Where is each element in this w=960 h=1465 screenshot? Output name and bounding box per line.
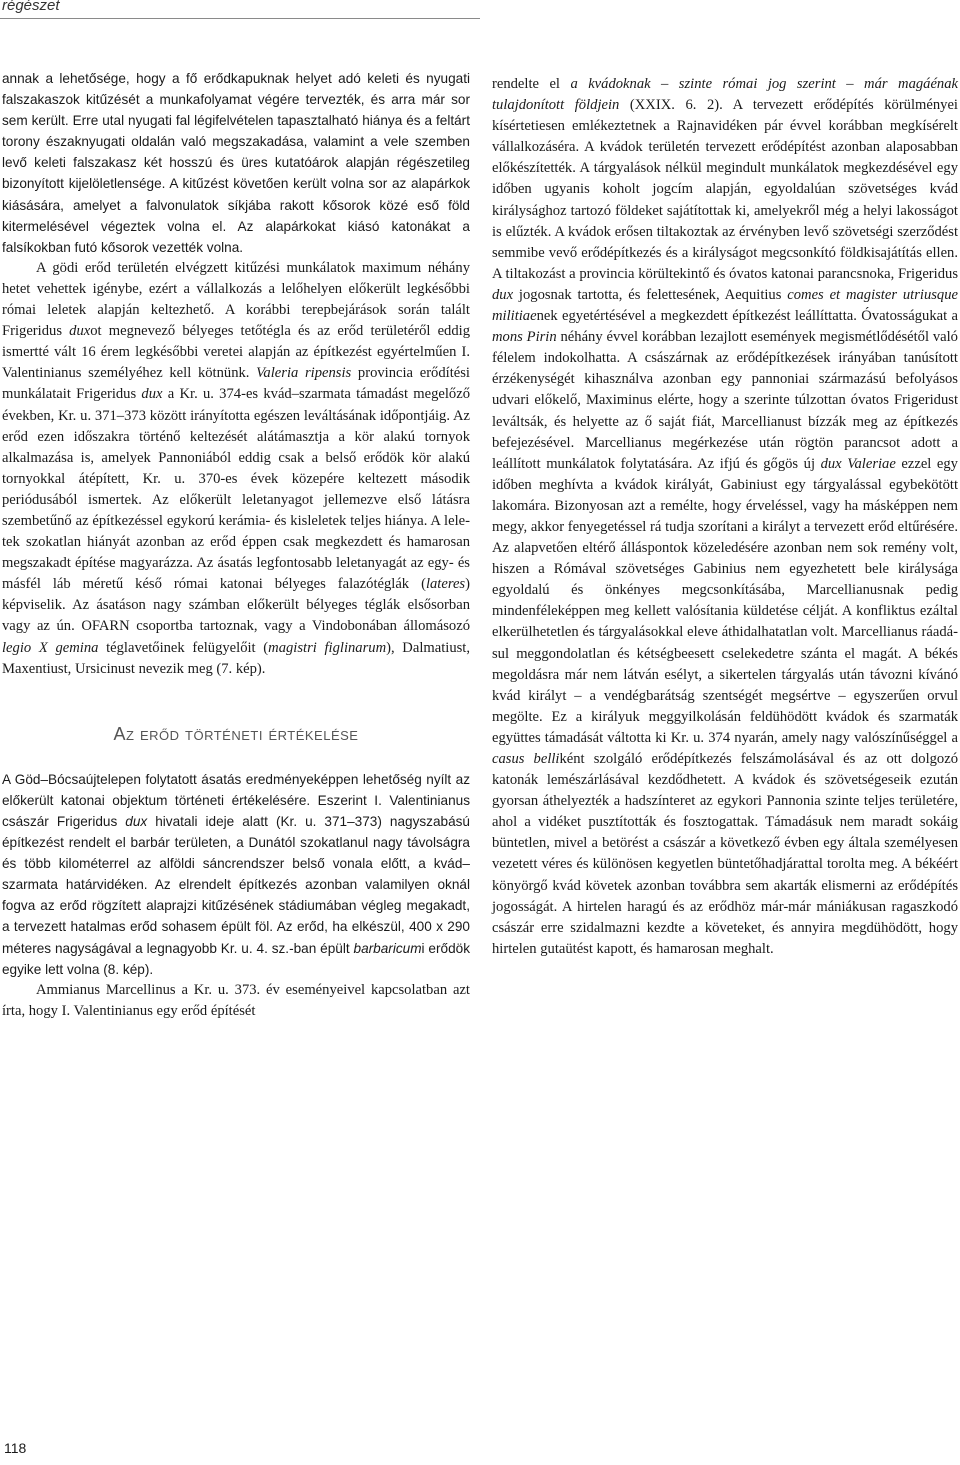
italic-run: lateres xyxy=(425,576,466,593)
italic-run: dux Valeriae xyxy=(820,455,896,472)
italic-run: magistri figlinarum xyxy=(268,639,387,656)
paragraph-4: Ammianus Marcellinus a Kr. u. 373. év eseményeivel kapcsolatban azt írta, hogy I. Valentinianus egy erőd építését xyxy=(2,981,470,1019)
text-run: néhány évvel korábban lezajlott események megismétlődésétől való félelem indokolhatta. A császárnak az erődépítkezések irányában tanúsított érzékenységét kihasználva azonban egy pannoniai származású befolyásos udvari előkelő, Maximinus elérte, hogy a szerinte túlzottan óvatos Frigeridust leváltsák, és helyette az ő saját fiát, Marcellianust bízzák meg az építkezés befejezésével. Marcellianus megérkezése után rögtön parancsot adott a leállított munkálatok folytatására. Az ifjú és gőgös új xyxy=(492,329,958,472)
right-column xyxy=(492,74,958,960)
text-run: téglavetőinek felügyelőit ( xyxy=(98,639,269,656)
page-number: 118 xyxy=(4,1440,27,1456)
text-run: ), Dalmatiust, Maxentiust, Ursicinust nevezik meg (7. kép). xyxy=(2,639,470,677)
paragraph-right xyxy=(492,74,958,960)
text-run: i erődök egyike lett volna (8. kép). xyxy=(2,940,470,977)
italic-run: dux xyxy=(69,323,91,340)
running-header xyxy=(0,0,480,19)
paragraph-1-a: annak a lehetősége, hogy a fő erődkapuknak helyet adó keleti és nyugati falszakaszok kitűzését a munkafolyamat végére tervezték, és arra már sor sem került. Erre utal nyugati fal légifelvételen tapasztalható hiánya és a feltárt torony északnyugati oldalán való megszakadása, valamint a vele szemben levő keleti falszakasz két hosszú és üres kutatóárok alapján régészetileg bizonyított kijelöletlensége. xyxy=(2,71,470,192)
italic-run: mons Pirin xyxy=(492,329,557,346)
italic-run: casus belli xyxy=(492,751,560,767)
text-run: nek egyetértésével a megkezdett építkezést leállíttatta. Óvatosságukat a xyxy=(536,308,958,325)
text-run: (XXIX. 6. 2). A tervezett erődépítés körülményei kísértetiesen emlékeztetnek a Rajnavidéken pár évvel korábban megkísérelt vállalkozáséra. A kvádok területén tervezett erődépítést azonban alaposabban előkészítették. A tárgyalások nélkül megindult munkálatok megkezdésével egy időben ugyanis koholt jogcím alapján, egyoldalúan szövetséges kvád királysághoz tartozó földeket sajátítottak ki, amelyekről még a helyi lakosságot is elűzték. A kvádok erősen tiltakoztak az érvényben levő szövetségi szerződést semmibe vevő erődépítkezés és a királyságot megcsonkító földkisajátítás ellen. A tiltakozást a provincia körültekintő és óvatos katonai parancsnoka, Frigeridus xyxy=(492,97,958,282)
text-run: hivatali ideje alatt (Kr. u. 371–373) nagyszabású építkezést rendelt el barbár területen, a Dunától szokatlanul nagy távolságra és több kilométerrel az alföldi sáncrendszer belső vonala előtt, a kvád–szarmata határvidéken. Az elrendelt építkezés azonban valamilyen oknál fogva az erőd rögzített alaprajzi kitűzésének stádiumában végleg megakadt, a tervezett hatalmas erőd sohasem épült föl. Az erőd, ha elkészül, 400 x 290 méteres nagyságával a legnagyobb Kr. u. 4. sz.-ban épült xyxy=(2,814,470,956)
text-run: ) képviselik. Az ásatáson nagy számban előkerült bélyeges téglák elsősorban vagy az ún. OFARN csoportba tartoznak, vagy a Vindobonában állomásozó xyxy=(2,576,470,635)
text-run: provincia erődítési munkálatait Frigeridus xyxy=(2,365,470,403)
text-run: ként szolgáló erődépítkezés felszámolásával és az ott dolgozó katonák lemészárlásával kezdődhetett. A kvádok és szövetségeseik ezután gyorsan áthelyezték a hadszínteret az egykori Pannonia szinte teljes területére, ahol a vidéket pusztították és fosztogattak. Támadásuk nem maradt sokáig büntetlen, mivel a betörést a császár a következő évben egy általa személyesen vezetett véres és különösen kegyetlen büntetőhadjárattal torolta meg. A békéért könyörgő kvád követek azonban továbbra sem akarták elismerni az erődépítés jogosságát. A hirtelen haragú és az erődhöz már-már mániákusan ragaszkodó császár erre szidalmazni kezdte a követeket, és annyira megdühödött, hogy hirtelen gutaütést kapott, és hamarosan meghalt. xyxy=(492,751,958,957)
italic-run: comes et magister utriusque militiae xyxy=(492,286,958,325)
text-run: ezzel egy időben meghívta a kvádok királyát, Gabiniust egy tárgyalással egybekötött lakomára. Bizonyosan azt a remélte, hogy érveléssel, vagy ha másképpen nem megy, akkor fenyegetéssel rá tudja szorítani a királyt a tervezett erőd eltűrésére. Az alapvetően eltérő álláspontok közeledésére azonban nem sok remény volt, hiszen a Rómával szövetséges Gabinius nem egyezhetett bele királysága egyoldalú és önkényes megcsonkításába, Marcellianusnak pedig mindenféleképpen meg kellett valósítania küldetése célját. A konfliktus ezáltal elkerülhetetlen és tárgyalásokkal eleve áthidalhatatlan volt. Marcellianus ráadásul meggondolatlan és kétségbeesett cselekedetre szánta el magát. A békés megoldásra már nem látván esélyt, a sikertelen tárgyalás után távozni kívánó kvád királyt – a vendégbarátság szentségét megsértve – egyszerűen orvul megölte. Ez a királyuk meggyilkolásán feldühödött kvádok és szarmaták együttes támadását váltotta ki Kr. u. 374 nyarán, amely nagy valószínűséggel a xyxy=(492,455,958,746)
text-run: jogosnak tartotta, és felettesének, Aequitius xyxy=(513,286,788,303)
left-column xyxy=(2,68,470,1022)
italic-run: dux xyxy=(492,286,514,303)
paragraph-1 xyxy=(2,68,470,258)
italic-run: Valeria ripensis xyxy=(256,365,352,382)
paragraph-3 xyxy=(2,769,470,980)
text-run: A gödi erőd területén elvégzett kitűzési munkálatok maximum néhány hetet vehettek igénybe, ezért a vállalkozás a lelőhelyen előkerült legkésőbbi római leletek alapján keltezhető. A korábbi terepbejárások során talált Frigeridus xyxy=(2,259,470,340)
section-heading: Az erőd történeti értékelése xyxy=(113,723,359,744)
header-title: régészet xyxy=(2,0,60,14)
italic-run: barbaricum xyxy=(353,940,422,956)
text-run: rendelte el xyxy=(492,76,571,92)
italic-run: dux xyxy=(141,386,163,403)
text-run: A Göd–Bócsaújtelepen folytatott ásatás eredményeképpen lehetőség nyílt az előkerült katonai objektum történeti értékelésére. Eszerint I. Valentinianus császár Frigeridus xyxy=(2,771,470,829)
italic-run: dux xyxy=(125,814,148,829)
text-run: a Kr. u. 374-es kvád–szarmata támadást megelőző években, Kr. u. 371–373 között irányította egészen leváltásának időpontjáig. Az erőd ezen időszakra történő keltezését alátámasztja a kör alakú tornyok alkalmazása is, amelyek Pannoniából eddig csak a belső erődök kör alakú tornyokkal átépített, Kr. u. 370-es évek közepére keltezett második periódusából ismertek. Az előkerült leletanyagot jellemezve első látásra szembetűnő az építkezéssel egykorú kerámia- és kisleletek teljes hiánya. A leletek szokatlan hiányát azonban az erőd éppen csak megkezdett és hamarosan megszakadt építése magyarázza. Az ásatás legfontosabb leletanyagát az egy- és másfél láb méretű késő római katonai bélyeges falazótéglák ( xyxy=(2,386,470,593)
italic-run: a kvádoknak – szinte római jog szerint – már magáénak tulajdonított földjein xyxy=(492,76,959,114)
paragraph-1-b: A kitűzést követően került volna sor az alapárkok kiásására, amelyet a falvonulatok síkjába rakott kősorok közé eső föld kitermelésével végeztek volna el. Az alapárkokat kiásó katonákat a falsíkokban futó kősorok vezették volna. xyxy=(2,176,470,255)
paragraph-2 xyxy=(2,258,470,680)
text-run: ot megnevező bélyeges tetőtégla és az erőd területéről eddig ismertté vált 16 érem legkésőbbi veretei alapján az építkezést egyértelműen I. Valentinianus személyéhez kell kötnünk. xyxy=(2,323,470,382)
italic-run: legio X gemina xyxy=(2,639,99,656)
